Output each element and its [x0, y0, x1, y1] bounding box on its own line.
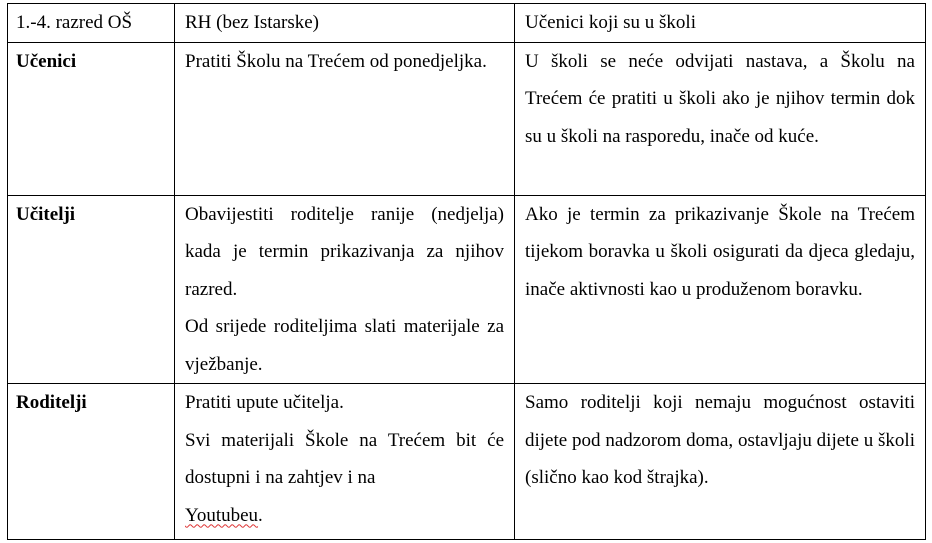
cell-text: Pratiti Školu na Trećem od ponedjeljka.: [185, 50, 487, 72]
cell-ucenici-region: [175, 42, 515, 195]
cell-roditelji-in-school: [515, 384, 926, 540]
cell-text: U školi se neće odvijati nastava, a Školu na Trećem će pratiti u školi ako je njihov termin dok su u školi na rasporedu, inače od kuće.: [525, 50, 915, 147]
cell-text-part: Svi materijali Škole na Trećem bit će dostupni i na zahtjev i na: [185, 429, 504, 488]
table-row-ucitelji: [8, 195, 926, 384]
cell-roditelji-region: [175, 384, 515, 540]
table-row-ucenici: [8, 42, 926, 195]
cell-ucenici-in-school: [515, 42, 926, 195]
spellcheck-word: Youtubeu: [185, 504, 259, 526]
header-row: [8, 4, 926, 43]
cell-ucitelji-in-school: [515, 195, 926, 384]
cell-ucitelji-region: [175, 195, 515, 384]
cell-text: Ako je termin za prikazivanje Škole na Trećem tijekom boravka u školi osigurati da djeca gledaju, inače aktivnosti kao u produženom boravku.: [525, 203, 915, 300]
cell-text: [185, 422, 504, 535]
cell-text-part: .: [258, 504, 263, 526]
header-cell-region: RH (bez Istarske): [175, 4, 515, 43]
row-label-roditelji: Roditelji: [8, 384, 175, 540]
table-row-roditelji: [8, 384, 926, 540]
header-cell-grade: 1.-4. razred OŠ: [8, 4, 175, 43]
info-table: [7, 3, 926, 540]
cell-text: Obavijestiti roditelje ranije (nedjelja) kada je termin prikazivanja za njihov razred.: [185, 203, 504, 300]
cell-text: Samo roditelji koji nemaju mogućnost ostaviti dijete pod nadzorom doma, ostavljaju dijete u školi (slično kao kod štrajka).: [525, 392, 915, 488]
cell-text: Pratiti upute učitelja.: [185, 392, 344, 413]
header-cell-in-school: Učenici koji su u školi: [515, 4, 926, 43]
row-label-ucenici: Učenici: [8, 42, 175, 195]
cell-text: Od srijede roditeljima slati materijale za vježbanje.: [185, 316, 504, 375]
row-label-ucitelji: Učitelji: [8, 195, 175, 384]
